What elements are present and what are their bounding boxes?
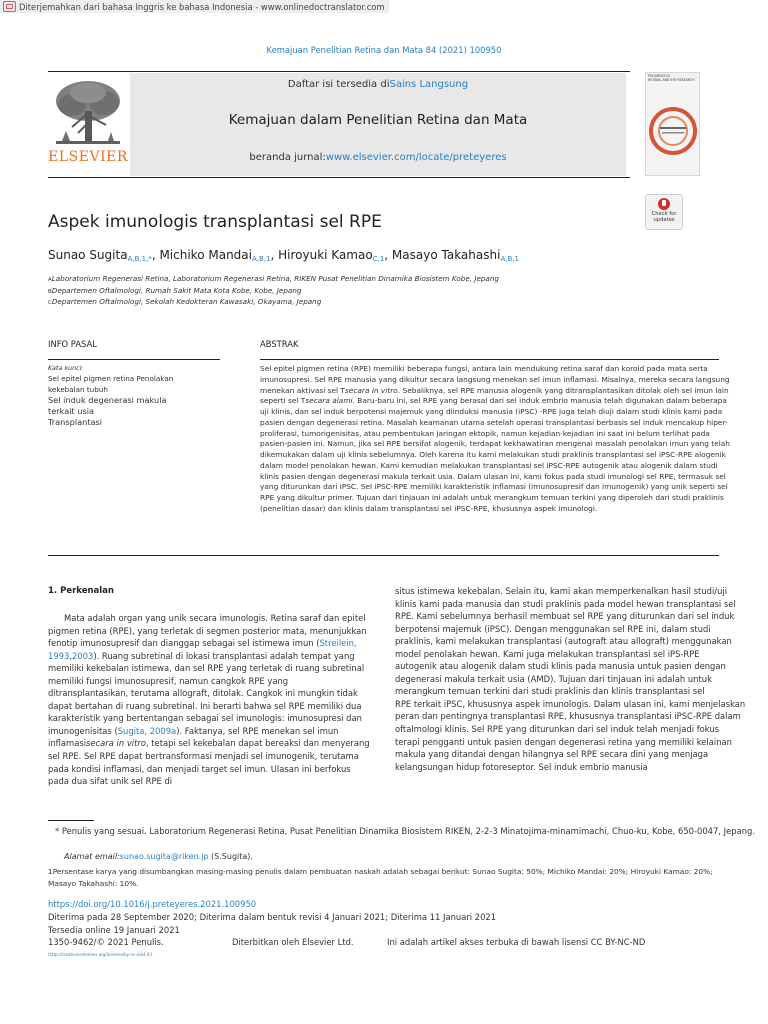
corresponding-author-note: * Penulis yang sesuai. Laboratorium Regenerasi Retina, Pusat Penelitian Dinamika Biosistem RIKEN, 2-2-3 Minatojima-minamimachi, Chuo-ku, Kobe, 650-0047, Jepang.: [55, 826, 755, 836]
abstract-line: pasien-pasien ini. Namun, jika sel RPE bersifat alogenik, terdapat kekhawatiran mengenai masalah penolakan imun yang telah: [260, 439, 730, 449]
affiliation-text: Departemen Oftalmologi, Sekolah Kedokteran Kawasaki, Okayama, Jepang: [51, 297, 322, 306]
body-line: Mata adalah organ yang unik secara imunologis. Retina saraf dan epitel: [64, 613, 366, 623]
body-line: ditransplantasikan, terutama allograft, ditolak. Cangkok ini mungkin tidak: [48, 688, 358, 699]
publisher-note: Diterbitkan oleh Elsevier Ltd.: [232, 937, 354, 947]
affiliation-a: [48, 274, 499, 283]
abstract-rule: [260, 359, 719, 360]
homepage-prefix: beranda jurnal:: [249, 152, 326, 163]
body-line: makula yang ditandai dengan hilangnya sel RPE secara dini yang menjaga: [395, 749, 709, 760]
received-dates: Diterima pada 28 September 2020; Diterima dalam bentuk revisi 4 Januari 2021; Diterima 11 Januari 2021: [48, 912, 497, 922]
check-updates-line-1: Check for: [651, 211, 677, 217]
contribution-line: 1Persentase karya yang disumbangkan masing-masing penulis dalam pembuatan naskah adalah sebagai berikut: Sunao Sugita: 50%; Michiko Mandai: 20%; Hiroyuki Kamao: 20%;: [48, 867, 713, 876]
cover-artwork: [646, 83, 699, 175]
doi-link[interactable]: https://doi.org/10.1016/j.preteyeres.2021.100950: [48, 899, 257, 909]
body-line: autogenik atau alogenik dalam studi klinis pada manusia untuk pasien dengan: [395, 661, 726, 672]
body-line: [48, 637, 378, 650]
body-line-tail: , tetapi sel kekebalan dapat bereaksi dan menyerang: [145, 738, 370, 749]
author-name[interactable]: Michiko Mandai: [159, 248, 252, 262]
author-name[interactable]: Sunao Sugita: [48, 248, 128, 262]
translate-icon: [3, 1, 16, 12]
body-line: praklinis, kami melakukan transplantasi (autograft atau allograft) menggunakan: [395, 636, 732, 647]
body-line: model penolakan hewan. Kami juga melakukan transplantasi sel iPS-RPE: [395, 648, 700, 659]
body-line: 1993,2003). Ruang subretinal di lokasi transplantasi adalah tempat yang: [48, 650, 355, 661]
body-line: dapat bertahan di ruang subretinal. Ini berarti bahwa sel RPE memiliki dua: [48, 700, 362, 711]
citation-link[interactable]: 1993: [48, 650, 70, 661]
abstract-line-tail: . Sebaliknya, sel RPE manusia alogenik yang ditransplantasikan ditolak oleh sel imun lain: [397, 385, 729, 395]
body-line-tail: ). Ruang subretinal di lokasi transplantasi adalah tempat yang: [93, 650, 355, 661]
abstract-line: [260, 396, 727, 407]
abstract-italic-term: secara alami: [305, 396, 353, 406]
body-line: degenerasi makula terkait usia (AMD). Tujuan dari tinjauan ini adalah untuk: [395, 673, 712, 684]
contents-prefix: Daftar isi tersedia di: [287, 79, 390, 90]
abstract-line: yang diturunkan dari iPSC. Sel iPSC-RPE memiliki karakteristik inflamasi (imunosupresif dan imunogenik) yang unik seperti sel: [260, 482, 728, 492]
body-line: RPE terkait iPSC, khususnya aspek imunologis. Dalam ulasan ini, kami menjelaskan: [395, 698, 746, 709]
body-line-text: fenotip imunosupresif dan dianggap sebagai sel istimewa imun (: [48, 638, 320, 649]
journal-homepage-line: [130, 152, 626, 163]
body-line: terapi pengganti untuk pasien dengan degenerasi retina yang memiliki kelainan: [395, 736, 732, 747]
check-for-updates-badge[interactable]: [645, 194, 683, 230]
body-line: kelangsungan hidup fotoreseptor. Sel induk embrio manusia: [395, 761, 648, 772]
abstract-heading: ABSTRAK: [260, 339, 299, 349]
author-affiliation-marks[interactable]: C,1: [372, 255, 385, 263]
body-line: merangkum temuan terkini dari studi praklinis dan klinis transplantasi sel: [395, 686, 705, 697]
keyword-item: Sel induk degenerasi makula: [48, 395, 167, 405]
elsevier-wordmark: ELSEVIER: [48, 149, 128, 165]
body-line: klinis kami pada manusia dan studi praklinis pada model hewan transplantasi sel: [395, 598, 736, 609]
sciencedirect-link[interactable]: Sains Langsung: [389, 79, 469, 90]
keyword-item: Transplantasi: [48, 417, 103, 427]
body-line-tail: ). Faktanya, sel RPE menekan sel imun: [176, 725, 339, 736]
issn-copyright: 1350-9462/© 2021 Penulis.: [48, 937, 164, 947]
body-line: sel RPE. Sel RPE dapat bertransformasi menjadi sel imunogenik, terutama: [48, 751, 359, 762]
article-info-rule: [48, 359, 220, 360]
body-line: karakteristik yang bertentangan sebagai sel imunologis: imunosupresi dan: [48, 713, 362, 724]
abstract-line: RPE yang dikultur primer. Tujuan dari tinjauan ini adalah untuk merangkum temuan terkini yang diperoleh dari studi praklinis: [260, 493, 724, 502]
abstract-line-text: menekan aktivasi sel T: [260, 385, 345, 395]
email-tail: (S.Sugita).: [208, 852, 253, 861]
abstract-line: imunosupresi. Sel RPE manusia yang dikultur secara langsung menekan sel imun inflamasi. Misalnya, mereka secara langsung: [260, 374, 730, 384]
author-affiliation-marks[interactable]: A,B,1,*: [127, 255, 152, 263]
online-date: Tersedia online 19 Januari 2021: [48, 925, 180, 935]
body-line: memiliki fungsi imunosupresif, namun cangkok RPE yang: [48, 675, 289, 686]
email-label: Alamat email:: [64, 852, 120, 861]
check-updates-icon: [658, 198, 670, 210]
affiliation-mark: C: [48, 300, 52, 306]
abstract-line: uji klinis, dan sel induk berpotensi majemuk yang diinduksi manusia (iPSC) -RPE juga telah diuji dalam studi klinis kami pada: [260, 407, 723, 416]
citation-link[interactable]: Streilein,: [319, 638, 357, 649]
body-line-text: imunogenisitas (: [48, 725, 118, 736]
abstract-line-tail: . Baru-baru ini, sel RPE yang berasal dari sel induk embrio manusia telah digunakan dalam beberapa: [352, 396, 727, 406]
abstract-line: dikemukakan dalam uji klinis sebelumnya. Oleh karena itu kami melakukan studi praklinis transplantasi sel iPSC-RPE alogenik: [260, 450, 726, 459]
abstract-line: dalam model penolakan hewan. Kami kemudian melakukan transplantasi sel iPSC-RPE autogenik atau alogenik dalam studi: [260, 460, 718, 470]
body-line: oftalmologi klinis. Sel RPE yang diturunkan dari sel induk telah menjadi fokus: [395, 724, 720, 735]
affiliation-text: Departemen Oftalmologi, Rumah Sakit Mata Kota Kobe, Kobe, Jepang: [51, 286, 302, 295]
author-affiliation-marks[interactable]: A,B,1: [500, 255, 519, 263]
contribution-note: [48, 866, 728, 890]
check-updates-line-2: updates: [653, 216, 675, 223]
abstract-line-text: seperti sel T: [260, 396, 306, 406]
journal-title: Kemajuan dalam Penelitian Retina dan Mata: [228, 112, 528, 128]
article-info-heading: INFO PASAL: [48, 339, 97, 349]
abstract-line: [260, 385, 729, 397]
abstract-italic-term: secara in vitro: [344, 385, 398, 395]
author-affiliation-marks[interactable]: A,B,1: [251, 255, 271, 263]
article-title: Aspek imunologis transplantasi sel RPE: [48, 212, 382, 232]
body-line: memiliki kekebalan istimewa, dan sel RPE yang terletak di ruang subretinal: [48, 663, 365, 674]
section-heading: 1. Perkenalan: [48, 586, 114, 596]
author-list: Sunao SugitaA,B,1,*, Michiko MandaiA,B,1, Hiroyuki KamaoC,1, Masayo TakahashiA,B,1: [48, 248, 519, 263]
body-column-left: [48, 612, 378, 788]
translator-banner-text: Diterjemahkan dari bahasa Inggris ke bahasa Indonesia - www.onlinedoctranslator.com: [19, 1, 385, 12]
body-line: berpotensi majemuk (iPSC). Dengan menggunakan sel RPE ini, dalam studi: [395, 623, 711, 634]
journal-reference-link[interactable]: Kemajuan Penelitian Retina dan Mata 84 (2021) 100950: [266, 45, 502, 55]
translator-banner[interactable]: [0, 0, 389, 13]
journal-cover-image: [645, 72, 700, 176]
citation-link[interactable]: Sugita, 2009a: [117, 725, 177, 736]
keyword-item: Sel epitel pigmen retina Penolakan: [48, 374, 174, 383]
body-line: peran dan pentingnya transplantasi RPE, khususnya transplantasi iPSC-RPE dalam: [395, 711, 741, 722]
abstract-body: [260, 364, 730, 515]
body-line: pada kondisi inflamasi, dan menjadi target sel imun. Ulasan ini berfokus: [48, 763, 351, 774]
abstract-line: proliferasi, tumorigenisitas, atau pembentukan jaringan ektopik, namun kejadian-kejadian ini saat ini belum terlihat pada: [260, 428, 710, 438]
affiliation-mark: B: [48, 289, 52, 295]
body-line: pigmen retina (RPE), yang terletak di segmen posterior mata, menunjukkan: [48, 625, 367, 636]
license-note: Ini adalah artikel akses terbuka di bawah lisensi CC BY-NC-ND: [387, 937, 646, 947]
affiliation-b: [48, 286, 301, 295]
author-name[interactable]: Hiroyuki Kamao: [278, 248, 373, 262]
license-url-link[interactable]: (http://creativecommons.org/licenses/by-nc-nd/4.0/).: [48, 952, 154, 957]
contribution-line: Masayo Takahashi: 10%.: [48, 879, 139, 888]
abstract-line: (penelitian dasar) dan klinis dalam transplantasi sel iPSC-RPE, khususnya aspek imunologi.: [260, 503, 598, 513]
cover-title: [648, 75, 695, 82]
cover-title-line-1: PROGRESS IN: [648, 74, 670, 78]
masthead-bottom-rule: [48, 177, 630, 178]
keyword-item: terkait usia: [48, 406, 95, 416]
email-note: [64, 852, 253, 861]
cover-title-line-2: RETINAL AND EYE RESEARCH: [648, 77, 695, 82]
masthead-top-rule: [48, 71, 630, 72]
body-column-right: [395, 585, 746, 773]
abstract-bottom-rule: [48, 555, 719, 556]
keywords-label: Kata kunci:: [48, 364, 84, 372]
affiliation-text: Laboratorium Regenerasi Retina, Laboratorium Regenerasi Retina, RIKEN Pusat Penelitian Dinamika Biosistem Kobe, Jepang: [51, 274, 499, 283]
email-link[interactable]: sunao.sugita@riken.jp: [119, 852, 209, 861]
body-line: pada dua sifat unik sel RPE di: [48, 776, 173, 787]
body-line: [48, 737, 378, 750]
abstract-line: Sel epitel pigmen retina (RPE) memiliki beberapa fungsi, antara lain mendukung retina saraf dan koroid pada mata serta: [260, 364, 708, 373]
body-line-text: inflamasi: [48, 738, 87, 749]
affiliation-c: [48, 297, 321, 306]
body-line: [48, 725, 378, 738]
affiliation-mark: A: [48, 277, 52, 283]
body-line: RPE. Kami sebelumnya berhasil membuat sel RPE yang diturunkan dari sel induk: [395, 611, 735, 622]
citation-link[interactable]: 2003: [72, 650, 94, 661]
keyword-item: kekebalan tubuh: [48, 385, 108, 394]
contents-available-line: [130, 79, 626, 90]
check-updates-label: [646, 212, 682, 224]
abstract-line: klinis pasien dengan degenerasi makula terkait usia. Dalam ulasan ini, kami fokus pada studi imunologi sel RPE, termasuk sel: [260, 471, 726, 481]
body-line: situs istimewa kekebalan. Selain itu, kami akan memperkenalkan hasil studi/uji: [395, 586, 728, 596]
journal-homepage-link[interactable]: www.elsevier.com/locate/preteyeres: [325, 152, 507, 163]
body-italic-term: secara in vitro: [86, 738, 146, 749]
abstract-line: pasien dengan degenerasi retina. Masalah keamanan utama setelah operasi transplantasi berbasis sel induk mencakup hiper-: [260, 417, 728, 427]
footnote-rule: [48, 820, 94, 821]
author-name[interactable]: Masayo Takahashi: [391, 248, 501, 262]
